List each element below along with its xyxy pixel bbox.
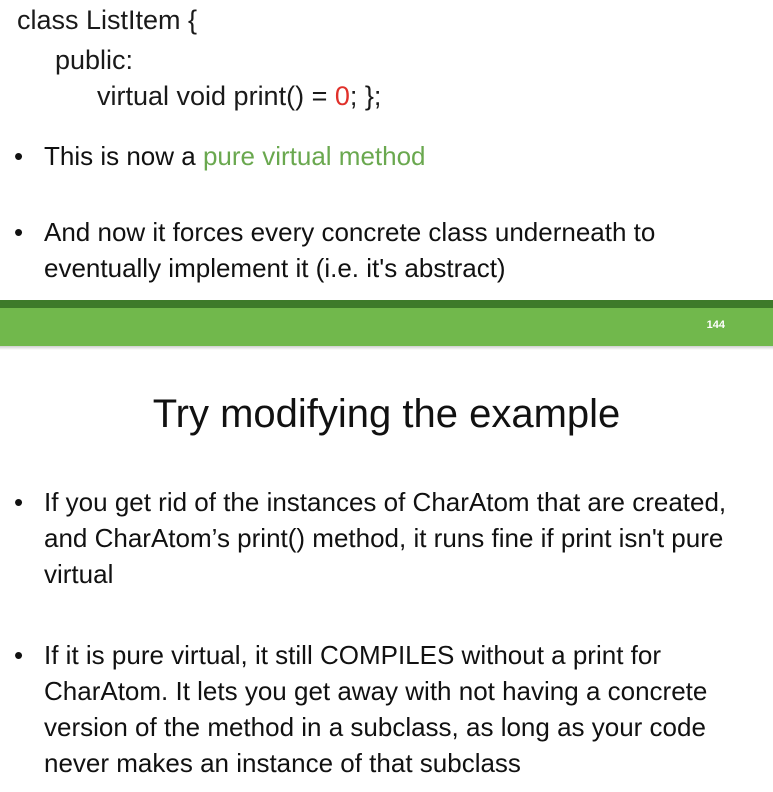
bullet-text [44, 138, 426, 174]
bullet-text: If it is pure virtual, it still COMPILES without a print for CharAtom. It lets you get away with not having a concrete version of the method in a subclass, as long as your code never makes an instance of that subclass [44, 640, 708, 778]
bullet-text-prefix: This is now a [44, 141, 203, 171]
page-number: 144 [706, 319, 725, 331]
bullet-dot: • [14, 487, 24, 517]
bullet-text: And now it forces every concrete class underneath to eventually implement it (i.e. it's abstract) [44, 217, 656, 283]
footer-band-dark [0, 300, 773, 308]
code-line-virtual [97, 80, 381, 112]
bullet-pure-virtual-compiles [14, 637, 759, 785]
bullet-remove-instances [14, 484, 759, 594]
slide-bottom [0, 350, 773, 792]
code-virtual-prefix: virtual void print() = [97, 81, 335, 111]
code-line-class: class ListItem { [17, 5, 198, 35]
code-line-public: public: [55, 45, 134, 75]
bullet-dot: • [14, 217, 24, 247]
slide-title: Try modifying the example [152, 392, 621, 436]
bullet-dot: • [14, 141, 24, 171]
code-zero-literal: 0 [334, 81, 350, 111]
footer-band [0, 308, 773, 346]
bullet-pure-virtual [14, 138, 754, 174]
highlight-pure-virtual-method: pure virtual method [202, 141, 426, 171]
code-virtual-suffix: ; }; [349, 81, 382, 111]
slide-top [0, 0, 773, 300]
bullet-dot: • [14, 640, 24, 670]
bullet-forces-implement [14, 214, 754, 290]
bullet-text: If you get rid of the instances of CharAtom that are created, and CharAtom’s print() method, it runs fine if print isn't pure virtual [44, 487, 727, 589]
